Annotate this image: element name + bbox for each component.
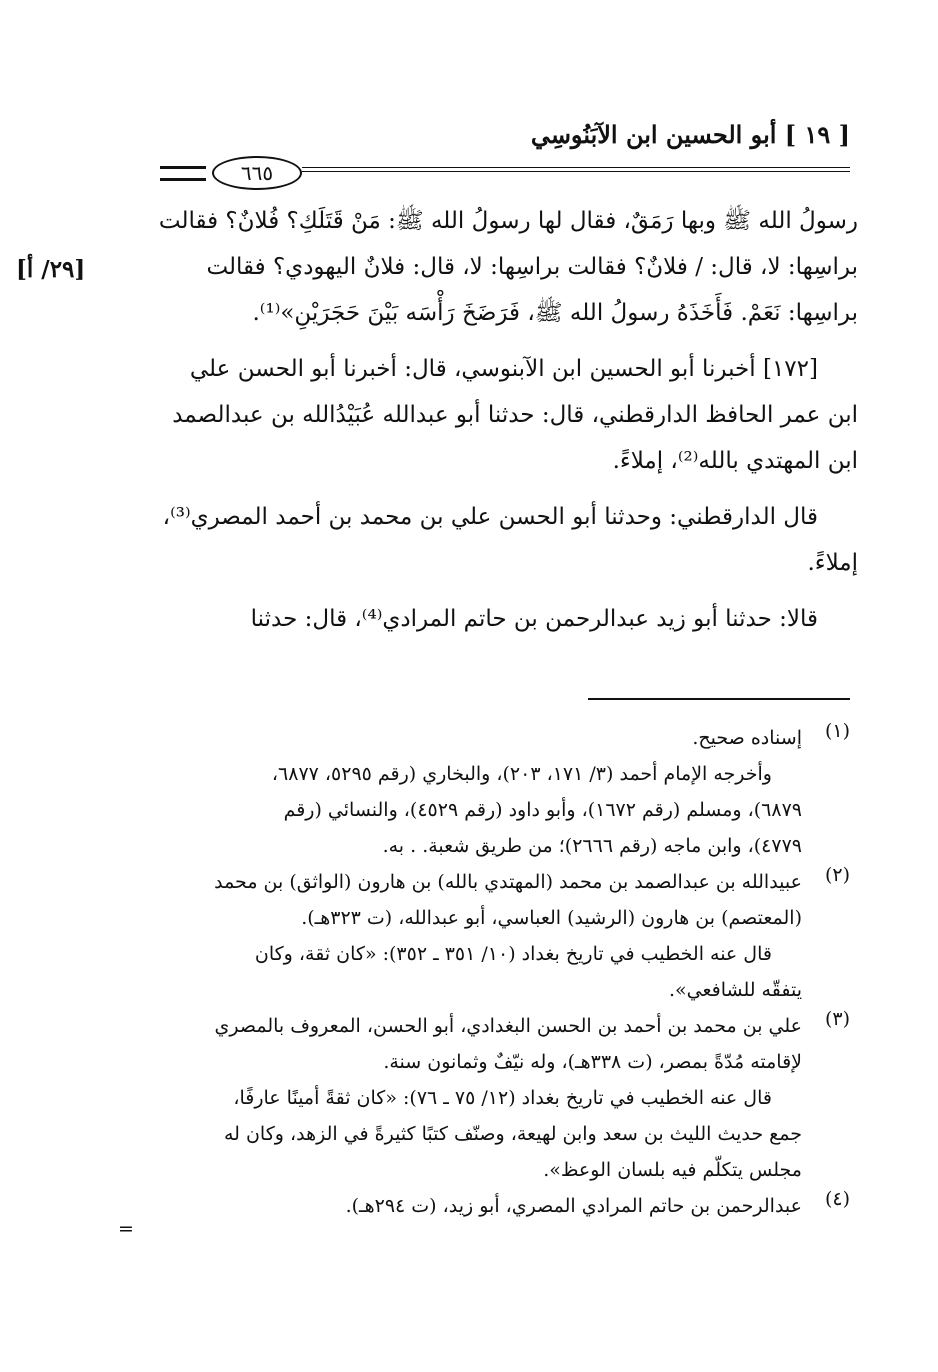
footnote-line: يتفقّه للشافعي». — [668, 979, 802, 1001]
footnote-line: عبدالرحمن بن حاتم المرادي المصري، أبو زيد، (ت ٢٩٤هـ). — [345, 1195, 802, 1217]
footnote-line: (المعتصم) بن هارون (الرشيد) العباسي، أبو عبدالله، (ت ٣٢٣هـ). — [301, 907, 802, 929]
main-text — [88, 198, 858, 642]
footnote-number: (٢) — [824, 864, 850, 886]
text-line: رسولُ الله ﷺ وبها رَمَقٌ، فقال لها رسولُ الله ﷺ: مَنْ قَتَلَكِ؟ فُلانٌ؟ فقالت — [158, 208, 858, 234]
footnote-3 — [120, 1008, 850, 1188]
header-rule — [302, 167, 850, 168]
footnotes — [120, 720, 850, 1224]
footnote-line: وأخرجه الإمام أحمد (٣/ ١٧١، ٢٠٣)، والبخاري (رقم ٥٢٩٥، ٦٨٧٧، — [271, 763, 772, 785]
text-line: ابن المهتدي بالله⁽²⁾، إملاءً. — [612, 448, 858, 474]
header-double-dash — [160, 166, 206, 181]
footnote-line: علي بن محمد بن أحمد بن الحسن البغدادي، أبو الحسن، المعروف بالمصري — [214, 1015, 802, 1037]
header-rule-second — [302, 171, 850, 172]
footnote-line: لإقامته مُدّةً بمصر، (ت ٣٣٨هـ)، وله نيّفٌ وثمانون سنة. — [383, 1051, 802, 1073]
footnote-number: (١) — [824, 720, 850, 742]
footnote-line: إسناده صحيح. — [692, 727, 802, 749]
footnote-number: (٣) — [824, 1008, 850, 1030]
running-header-title: [ ١٩ ] أبو الحسين ابن الآبَنُوسِي — [530, 120, 850, 149]
footnote-line: قال عنه الخطيب في تاريخ بغداد (١٠/ ٣٥١ ـ ٣٥٢): «كان ثقة، وكان — [254, 943, 772, 965]
text-line: إملاءً. — [807, 550, 858, 576]
text-line: براسِها: لا، قال: / فلانٌ؟ فقالت براسِها: لا، قال: فلانٌ اليهودي؟ فقالت — [206, 254, 858, 280]
text-line: ابن عمر الحافظ الدارقطني، قال: حدثنا أبو عبدالله عُبَيْدُالله بن عبدالصمد — [172, 402, 858, 428]
page-number: ٦٦٥ — [212, 156, 302, 190]
manuscript-folio-mark: [٢٩/ أ] — [16, 256, 86, 283]
text-line: براسِها: نَعَمْ. فَأَخَذَهُ رسولُ الله ﷺ، فَرَضَخَ رَأْسَه بَيْنَ حَجَرَيْنِ»⁽¹⁾. — [252, 300, 858, 326]
footnote-number: (٤) — [824, 1188, 850, 1210]
footnote-separator — [588, 698, 850, 700]
page-number-row — [150, 152, 850, 192]
footnote-2 — [120, 864, 850, 1008]
footnote-line: قال عنه الخطيب في تاريخ بغداد (١٢/ ٧٥ ـ ٧٦): «كان ثقةً أمينًا عارفًا، — [233, 1087, 772, 1109]
footnote-line: جمع حديث الليث بن سعد وابن لهيعة، وصنّف كتبًا كثيرةً في الزهد، وكان له — [223, 1123, 802, 1145]
footnote-1 — [120, 720, 850, 864]
footnote-line: ٤٧٧٩)، وابن ماجه (رقم ٢٦٦٦)؛ من طريق شعبة. . به. — [382, 835, 802, 857]
text-line: قال الدارقطني: وحدثنا أبو الحسن علي بن محمد بن أحمد المصري⁽³⁾، — [162, 504, 818, 530]
footnote-line: عبيدالله بن عبدالصمد بن محمد (المهتدي بالله) بن هارون (الواثق) بن محمد — [214, 871, 802, 893]
text-line: [١٧٢] أخبرنا أبو الحسين ابن الآبنوسي، قال: أخبرنا أبو الحسن علي — [189, 356, 818, 382]
footnote-line: ٦٨٧٩)، ومسلم (رقم ١٦٧٢)، وأبو داود (رقم ٤٥٢٩)، والنسائي (رقم — [283, 799, 802, 821]
footnote-4 — [120, 1188, 850, 1224]
footnote-line: مجلس يتكلّم فيه بلسان الوعظ». — [543, 1159, 802, 1181]
text-line: قالا: حدثنا أبو زيد عبدالرحمن بن حاتم المرادي⁽⁴⁾، قال: حدثنا — [250, 606, 818, 632]
continuation-mark: = — [118, 1218, 134, 1240]
